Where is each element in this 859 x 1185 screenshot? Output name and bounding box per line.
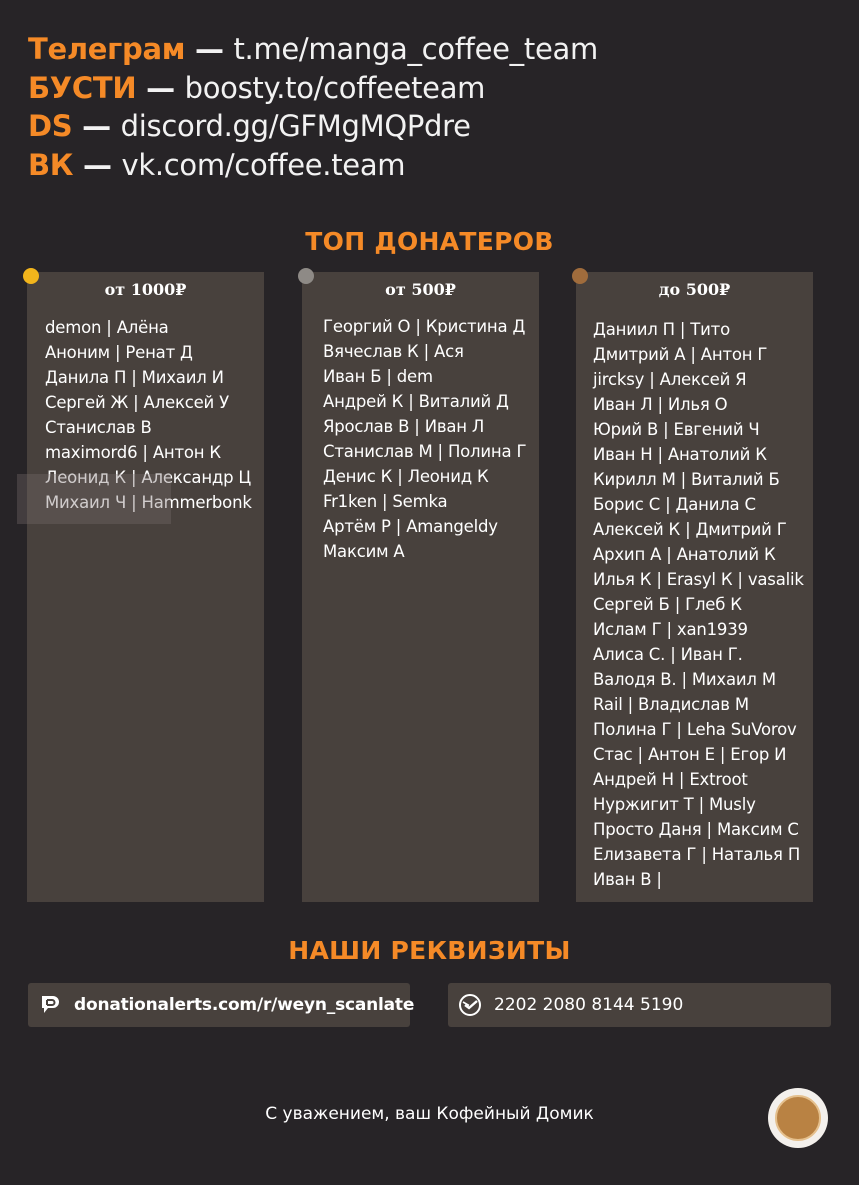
link-label: DS: [28, 109, 73, 143]
signoff-text: С уважением, ваш Кофейный Домик: [265, 1104, 594, 1124]
donor-entry: Борис С | Данила С: [593, 495, 756, 514]
donor-entry: Кирилл М | Виталий Б: [593, 470, 780, 489]
vk-link[interactable]: [28, 146, 598, 185]
sberbank-icon: [458, 993, 482, 1017]
donor-entry: Станислав М | Полина Г: [323, 442, 527, 461]
coffee-house-logo: [768, 1088, 828, 1148]
donor-column-silver: [302, 272, 539, 902]
donor-entry: Станислав В: [45, 418, 152, 437]
link-label: Телеграм: [28, 32, 186, 66]
donor-entry: Илья К | Erasyl К | vasalik: [593, 570, 804, 589]
donor-entry: Сергей Ж | Алексей У: [45, 393, 229, 412]
contact-links: [28, 30, 598, 184]
donor-entry: Иван Л | Илья О: [593, 395, 728, 414]
donor-list: [593, 317, 804, 892]
donor-entry: jircksy | Алексей Я: [593, 370, 747, 389]
donor-list: [323, 314, 526, 564]
donor-entry: Стас | Антон Е | Егор И: [593, 745, 787, 764]
donor-entry: Вячеслав К | Ася: [323, 342, 464, 361]
donor-column-bronze: [576, 272, 813, 902]
donationalerts-url: donationalerts.com/r/weyn_scanlate: [74, 995, 415, 1015]
donor-entry: Дмитрий А | Антон Г: [593, 345, 768, 364]
donor-entry: Артём Р | Amangeldy: [323, 517, 498, 536]
donor-entry: Михаил Ч | Hammerbonk: [45, 493, 252, 512]
donor-entry: Андрей Н | Extroot: [593, 770, 748, 789]
donor-entry: demon | Алёна: [45, 318, 169, 337]
donor-entry: Архип А | Анатолий К: [593, 545, 776, 564]
donor-entry: Юрий В | Евгений Ч: [593, 420, 760, 439]
donor-entry: Валодя В. | Михаил М: [593, 670, 776, 689]
donor-entry: Полина Г | Leha SuVorov: [593, 720, 797, 739]
donor-entry: Просто Даня | Максим С: [593, 820, 799, 839]
telegram-link[interactable]: [28, 30, 598, 69]
column-heading: от 500₽: [385, 280, 456, 299]
link-url: t.me/manga_coffee_team: [233, 32, 598, 66]
card-requisite[interactable]: [448, 983, 831, 1027]
link-separator: —: [185, 32, 234, 66]
boosty-link[interactable]: [28, 69, 598, 108]
donor-entry: Ислам Г | xan1939: [593, 620, 748, 639]
donationalerts-requisite[interactable]: [28, 983, 415, 1027]
donor-entry: Ярослав В | Иван Л: [323, 417, 485, 436]
link-separator: —: [72, 109, 121, 143]
donor-entry: Аноним | Ренат Д: [45, 343, 193, 362]
donor-entry: Алексей К | Дмитрий Г: [593, 520, 787, 539]
card-number: 2202 2080 8144 5190: [494, 995, 684, 1015]
donor-entry: Fr1ken | Semka: [323, 492, 448, 511]
logo-emblem: [775, 1095, 821, 1141]
donor-column-gold: [27, 272, 264, 902]
link-separator: —: [73, 147, 122, 182]
link-label: ВК: [28, 147, 74, 182]
donor-entry: Андрей К | Виталий Д: [323, 392, 509, 411]
donor-entry: Георгий О | Кристина Д: [323, 317, 526, 336]
link-separator: —: [136, 70, 185, 105]
link-url: discord.gg/GFMgMQPdre: [120, 109, 471, 143]
top-donators-title: ТОП ДОНАТЕРОВ: [305, 227, 554, 256]
donor-entry: Иван Н | Анатолий К: [593, 445, 767, 464]
link-url: boosty.to/coffeeteam: [184, 70, 486, 105]
donor-entry: Иван В |: [593, 870, 662, 889]
donationalerts-icon: [38, 993, 62, 1017]
column-heading: от 1000₽: [104, 280, 187, 299]
link-label: БУСТИ: [28, 70, 137, 105]
donor-entry: Rail | Владислав М: [593, 695, 749, 714]
donor-entry: Алиса С. | Иван Г.: [593, 645, 743, 664]
watermark-overlay: [17, 474, 171, 524]
donor-entry: Данила П | Михаил И: [45, 368, 224, 387]
donor-entry: Сергей Б | Глеб К: [593, 595, 742, 614]
donor-entry: Иван Б | dem: [323, 367, 433, 386]
column-heading: до 500₽: [658, 280, 731, 299]
donor-entry: Леонид К | Александр Ц: [45, 468, 252, 487]
requisites-title: НАШИ РЕКВИЗИТЫ: [288, 936, 571, 965]
donor-entry: Максим А: [323, 542, 405, 561]
donor-entry: Нуржигит Т | Musly: [593, 795, 756, 814]
donor-entry: Денис К | Леонид К: [323, 467, 489, 486]
donor-entry: Елизавета Г | Наталья П: [593, 845, 801, 864]
donor-entry: maximord6 | Антон К: [45, 443, 221, 462]
link-url: vk.com/coffee.team: [121, 147, 406, 182]
discord-link[interactable]: [28, 107, 598, 146]
donor-entry: Даниил П | Тито: [593, 320, 730, 339]
